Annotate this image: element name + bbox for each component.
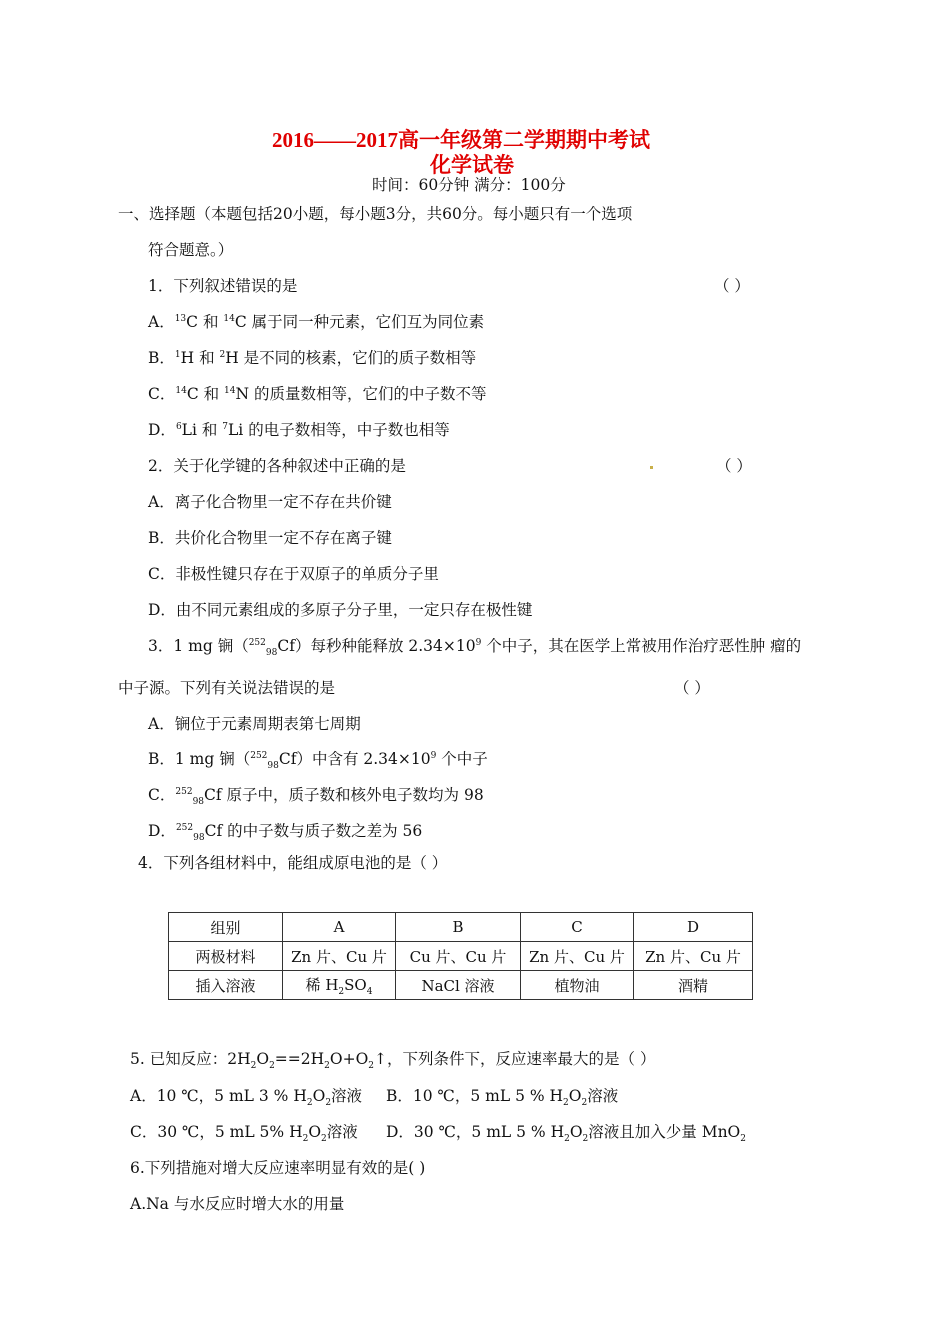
subscript: 2 [325,1098,332,1109]
question-5-option-d [386,1120,746,1144]
mass-number: 252 [250,750,268,761]
mass-number: 7 [222,421,229,432]
subscript: 2 [740,1134,747,1145]
stem-text: O [256,1050,270,1068]
stem-text: 3．1 mg 锎（ [148,637,249,655]
table-cell: Zn 片、Cu 片 [521,942,634,971]
question-2-option-c: C．非极性键只存在于双原子的单质分子里 [148,565,439,583]
stem-text: 5. 已知反应：2H [130,1050,251,1068]
subscript: 2 [563,1098,569,1109]
question-3-option-b [148,747,488,771]
table-cell [283,971,396,1000]
question-3-stem [148,634,801,658]
option-text: C 和 [186,313,224,331]
subscript: 2 [368,1061,375,1072]
mass-number: 14 [224,385,236,396]
option-text: C 和 [186,385,225,403]
stem-text: ↑，下列条件下，反应速率最大的是（ ） [374,1050,656,1068]
subscript: 2 [338,986,345,997]
option-prefix: A． [148,313,175,331]
subscript: 2 [269,1061,275,1072]
option-text: O [568,1087,582,1105]
table-row [169,942,753,971]
option-text: A．10 ℃，5 mL 3 % H [130,1087,307,1105]
question-2-stem: 2．关于化学键的各种叙述中正确的是 [148,457,406,475]
mass-number: 252 [248,637,266,648]
table-cell: Zn 片、Cu 片 [634,942,753,971]
section-heading-cont: 符合题意。） [148,241,234,259]
stray-dot [650,466,653,469]
question-1-option-a [148,310,484,332]
option-text: 溶液 [331,1087,363,1105]
subscript: 2 [581,1098,588,1109]
stem-text: Cf）每秒种能释放 2.34×10 [277,637,476,655]
option-text: Cf 的中子数与质子数之差为 56 [204,822,423,840]
table-cell: C [521,913,634,942]
option-prefix: C． [148,385,176,403]
mass-number: 252 [175,822,194,833]
table-cell: 插入溶液 [169,971,283,1000]
question-5-option-c [130,1120,358,1144]
table-cell: 组别 [169,913,283,942]
atomic-number: 98 [192,797,205,808]
table-cell: 植物油 [521,971,634,1000]
cell-text: SO [344,975,367,994]
exam-time-info: 时间：60分钟 满分：100分 [372,176,566,194]
exam-subtitle: 化学试卷 [430,153,514,177]
question-2-option-a: A．离子化合物里一定不存在共价键 [148,493,392,511]
stem-text: 个中子，其在医学上常被用作治疗恶性肿 瘤的 [481,637,802,655]
option-text: C．30 ℃，5 mL 5% H [130,1123,303,1141]
exponent: 9 [430,750,437,761]
mass-number: 1 [174,349,181,360]
option-text: Cf 原子中，质子数和核外电子数均为 98 [204,786,484,804]
question-2-answer-blank: （ ） [716,457,752,475]
question-5-option-a [130,1084,362,1108]
question-6-option-a: A.Na 与水反应时增大水的用量 [130,1195,345,1213]
question-5-option-b [386,1084,618,1108]
question-3-option-a: A．锎位于元素周期表第七周期 [148,715,361,733]
option-text: Li 的电子数相等，中子数也相等 [228,421,450,439]
option-text: O [308,1123,322,1141]
mass-number: 2 [219,349,226,360]
option-prefix: B． [148,349,175,367]
exam-title: 2016——2017高一年级第二学期期中考试 [272,128,650,152]
atomic-number: 98 [193,833,205,844]
table-cell: NaCl 溶液 [396,971,521,1000]
question-1-option-d [148,418,450,440]
mass-number: 13 [174,313,187,324]
table-cell: Zn 片、Cu 片 [283,942,396,971]
option-text: B．1 mg 锎（ [148,750,251,768]
mass-number: 14 [175,385,187,396]
option-text: Cf）中含有 2.34×10 [278,750,431,768]
table-cell: Cu 片、Cu 片 [396,942,521,971]
option-text: Li 和 [181,421,223,439]
table-cell: 两极材料 [169,942,283,971]
table-header-row [169,913,753,942]
option-prefix: C． [148,786,176,804]
option-text: 个中子 [436,750,488,768]
stem-text: ==2H [274,1050,325,1068]
option-text: 溶液 [326,1123,358,1141]
option-text: 溶液且加入少量 MnO [588,1123,741,1141]
subscript: 4 [366,986,373,997]
option-text: B．10 ℃，5 mL 5 % H [386,1087,564,1105]
question-3-answer-blank: （ ） [674,679,710,697]
option-text: N 的质量数相等，它们的中子数不等 [235,385,487,403]
question-3-option-c [148,783,484,807]
option-text: D．30 ℃，5 mL 5 % H [386,1123,565,1141]
question-3-option-d [148,819,422,843]
question-2-option-b: B．共价化合物里一定不存在离子键 [148,529,392,547]
subscript: 2 [321,1134,327,1145]
section-heading: 一、选择题（本题包括20小题，每小题3分，共60分。每小题只有一个选项 [118,205,633,223]
question-1-answer-blank: （ ） [714,277,750,295]
mass-number: 252 [175,786,193,797]
option-text: 溶液 [587,1087,619,1105]
exponent: 9 [475,637,482,648]
question-6-stem: 6.下列措施对增大反应速率明显有效的是( ) [130,1159,426,1177]
atomic-number: 98 [267,761,279,772]
cell-text: 稀 H [305,975,339,994]
subscript: 2 [302,1134,309,1145]
question-2-option-d: D．由不同元素组成的多原子分子里，一定只存在极性键 [148,601,533,619]
atomic-number: 98 [265,648,278,659]
question-3-stem-cont: 中子源。下列有关说法错误的是 [118,679,336,697]
option-text: O [312,1087,326,1105]
subscript: 2 [564,1134,570,1145]
subscript: 2 [324,1061,330,1072]
table-cell: D [634,913,753,942]
mass-number: 14 [223,313,235,324]
question-1-option-b [148,346,476,368]
table-cell: A [283,913,396,942]
question-1-stem: 1．下列叙述错误的是 [148,277,298,295]
table-row [169,971,753,1000]
option-text: H 和 [180,349,220,367]
table-cell: B [396,913,521,942]
question-5-stem [130,1047,655,1071]
question-1-option-c [148,382,487,404]
subscript: 2 [250,1061,257,1072]
subscript: 2 [582,1134,589,1145]
option-text: O [569,1123,583,1141]
stem-text: O+O [329,1050,369,1068]
table-cell: 酒精 [634,971,753,1000]
option-text: H 是不同的核素，它们的质子数相等 [225,349,477,367]
option-text: C 属于同一种元素，它们互为同位素 [234,313,485,331]
option-prefix: D． [148,421,176,439]
mass-number: 6 [175,421,182,432]
option-prefix: D． [148,822,176,840]
question-4-stem: 4．下列各组材料中，能组成原电池的是（ ） [138,854,448,872]
battery-materials-table [168,912,753,1000]
subscript: 2 [306,1098,313,1109]
